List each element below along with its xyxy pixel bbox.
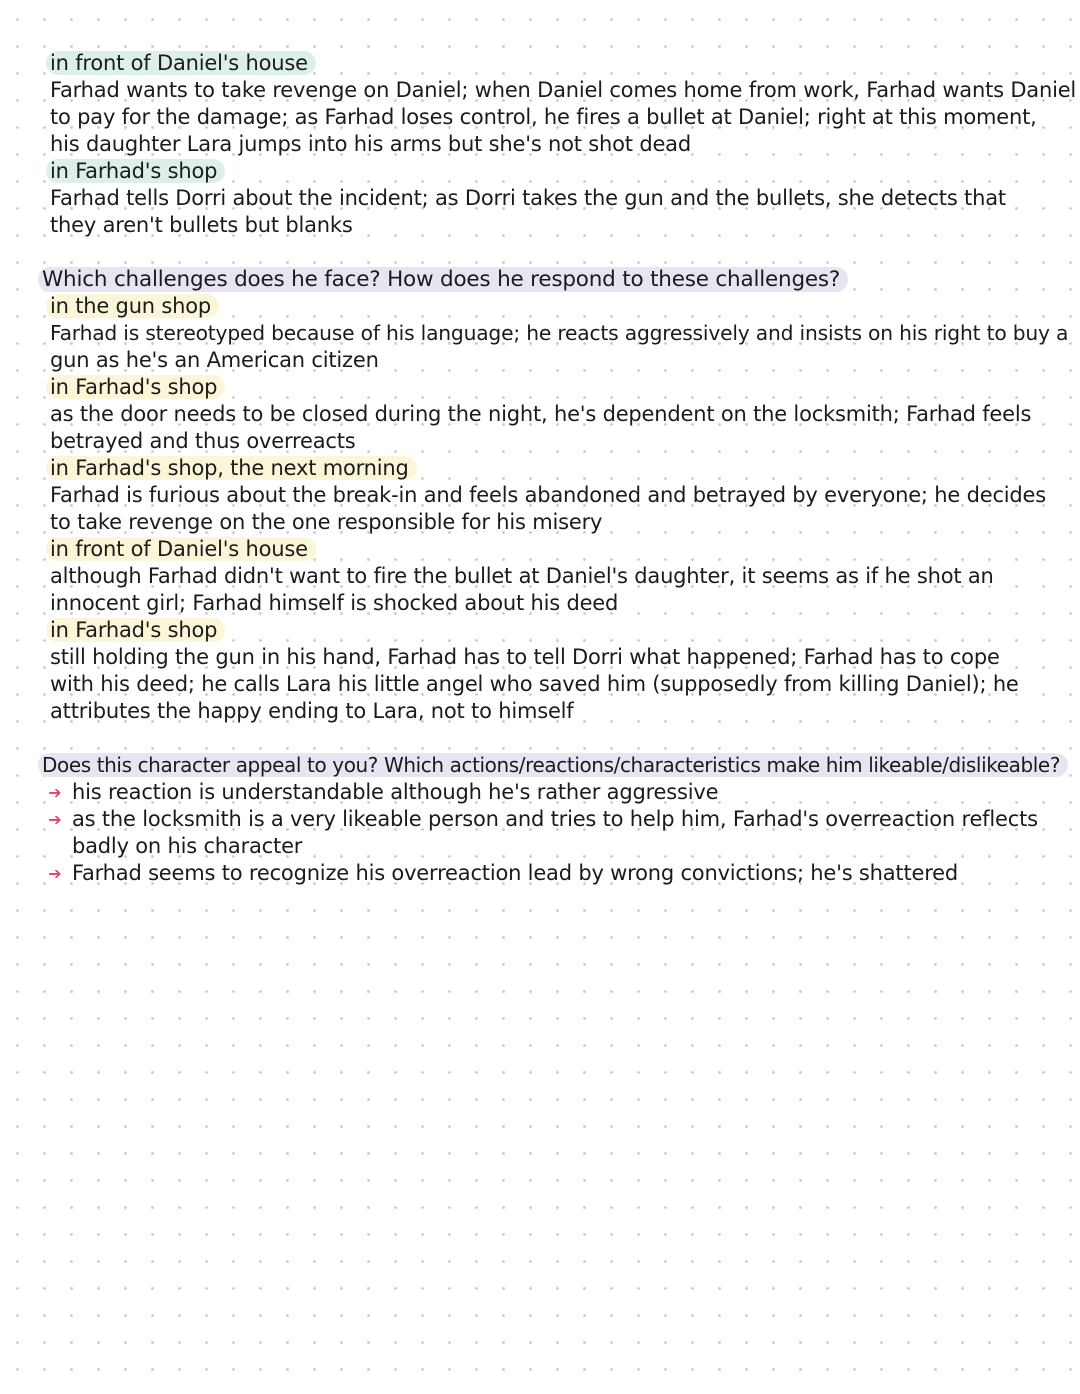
bullet-text-line: badly on his character [72,834,303,858]
scene-heading: in Farhad's shop [50,374,225,401]
scene-heading: in front of Daniel's house [50,50,316,77]
text-line: they aren't bullets but blanks [50,213,353,237]
text-line: although Farhad didn't want to fire the bullet at Daniel's daughter, it seems as if he shot an [50,564,994,588]
text-line: still holding the gun in his hand, Farhad has to tell Dorri what happened; Farhad has to cope [50,645,1000,669]
scene-heading: in Farhad's shop [50,617,225,644]
bullet-text-line: his reaction is understandable although he's rather aggressive [72,780,719,804]
bullet-text-line: Farhad seems to recognize his overreaction lead by wrong convictions; he's shattered [72,861,959,885]
text-line: Farhad wants to take revenge on Daniel; when Daniel comes home from work, Farhad wants Daniel [50,78,1077,102]
text-line: attributes the happy ending to Lara, not to himself [50,699,574,723]
bullet-text-line: as the locksmith is a very likeable person and tries to help him, Farhad's overreaction reflects [72,807,1038,831]
text-line: as the door needs to be closed during the night, he's dependent on the locksmith; Farhad feels [50,402,1032,426]
text-line: innocent girl; Farhad himself is shocked about his deed [50,591,619,615]
arrow-bullet-icon: ➔ [48,783,62,802]
text-line: betrayed and thus overreacts [50,429,356,453]
arrow-bullet-icon: ➔ [48,810,62,829]
scene-heading: in Farhad's shop [50,158,225,185]
text-line: with his deed; he calls Lara his little angel who saved him (supposedly from killing Daniel); he [50,672,1019,696]
arrow-bullet-icon: ➔ [48,864,62,883]
question-heading: Which challenges does he face? How does he respond to these challenges? [42,266,848,293]
question-heading: Does this character appeal to you? Which actions/reactions/characteristics make him likeable/dislikeable? [42,752,1068,779]
text-line: Farhad is stereotyped because of his language; he reacts aggressively and insists on his right to buy a [50,321,1069,345]
text-line: to pay for the damage; as Farhad loses control, he fires a bullet at Daniel; right at this moment, [50,105,1037,129]
text-line: Farhad is furious about the break-in and feels abandoned and betrayed by everyone; he decides [50,483,1047,507]
text-line: gun as he's an American citizen [50,348,379,372]
scene-heading: in the gun shop [50,293,219,320]
scene-heading: in front of Daniel's house [50,536,316,563]
scene-heading: in Farhad's shop, the next morning [50,455,417,482]
text-line: Farhad tells Dorri about the incident; as Dorri takes the gun and the bullets, she detects that [50,186,1006,210]
text-line: his daughter Lara jumps into his arms but she's not shot dead [50,132,691,156]
text-line: to take revenge on the one responsible for his misery [50,510,603,534]
